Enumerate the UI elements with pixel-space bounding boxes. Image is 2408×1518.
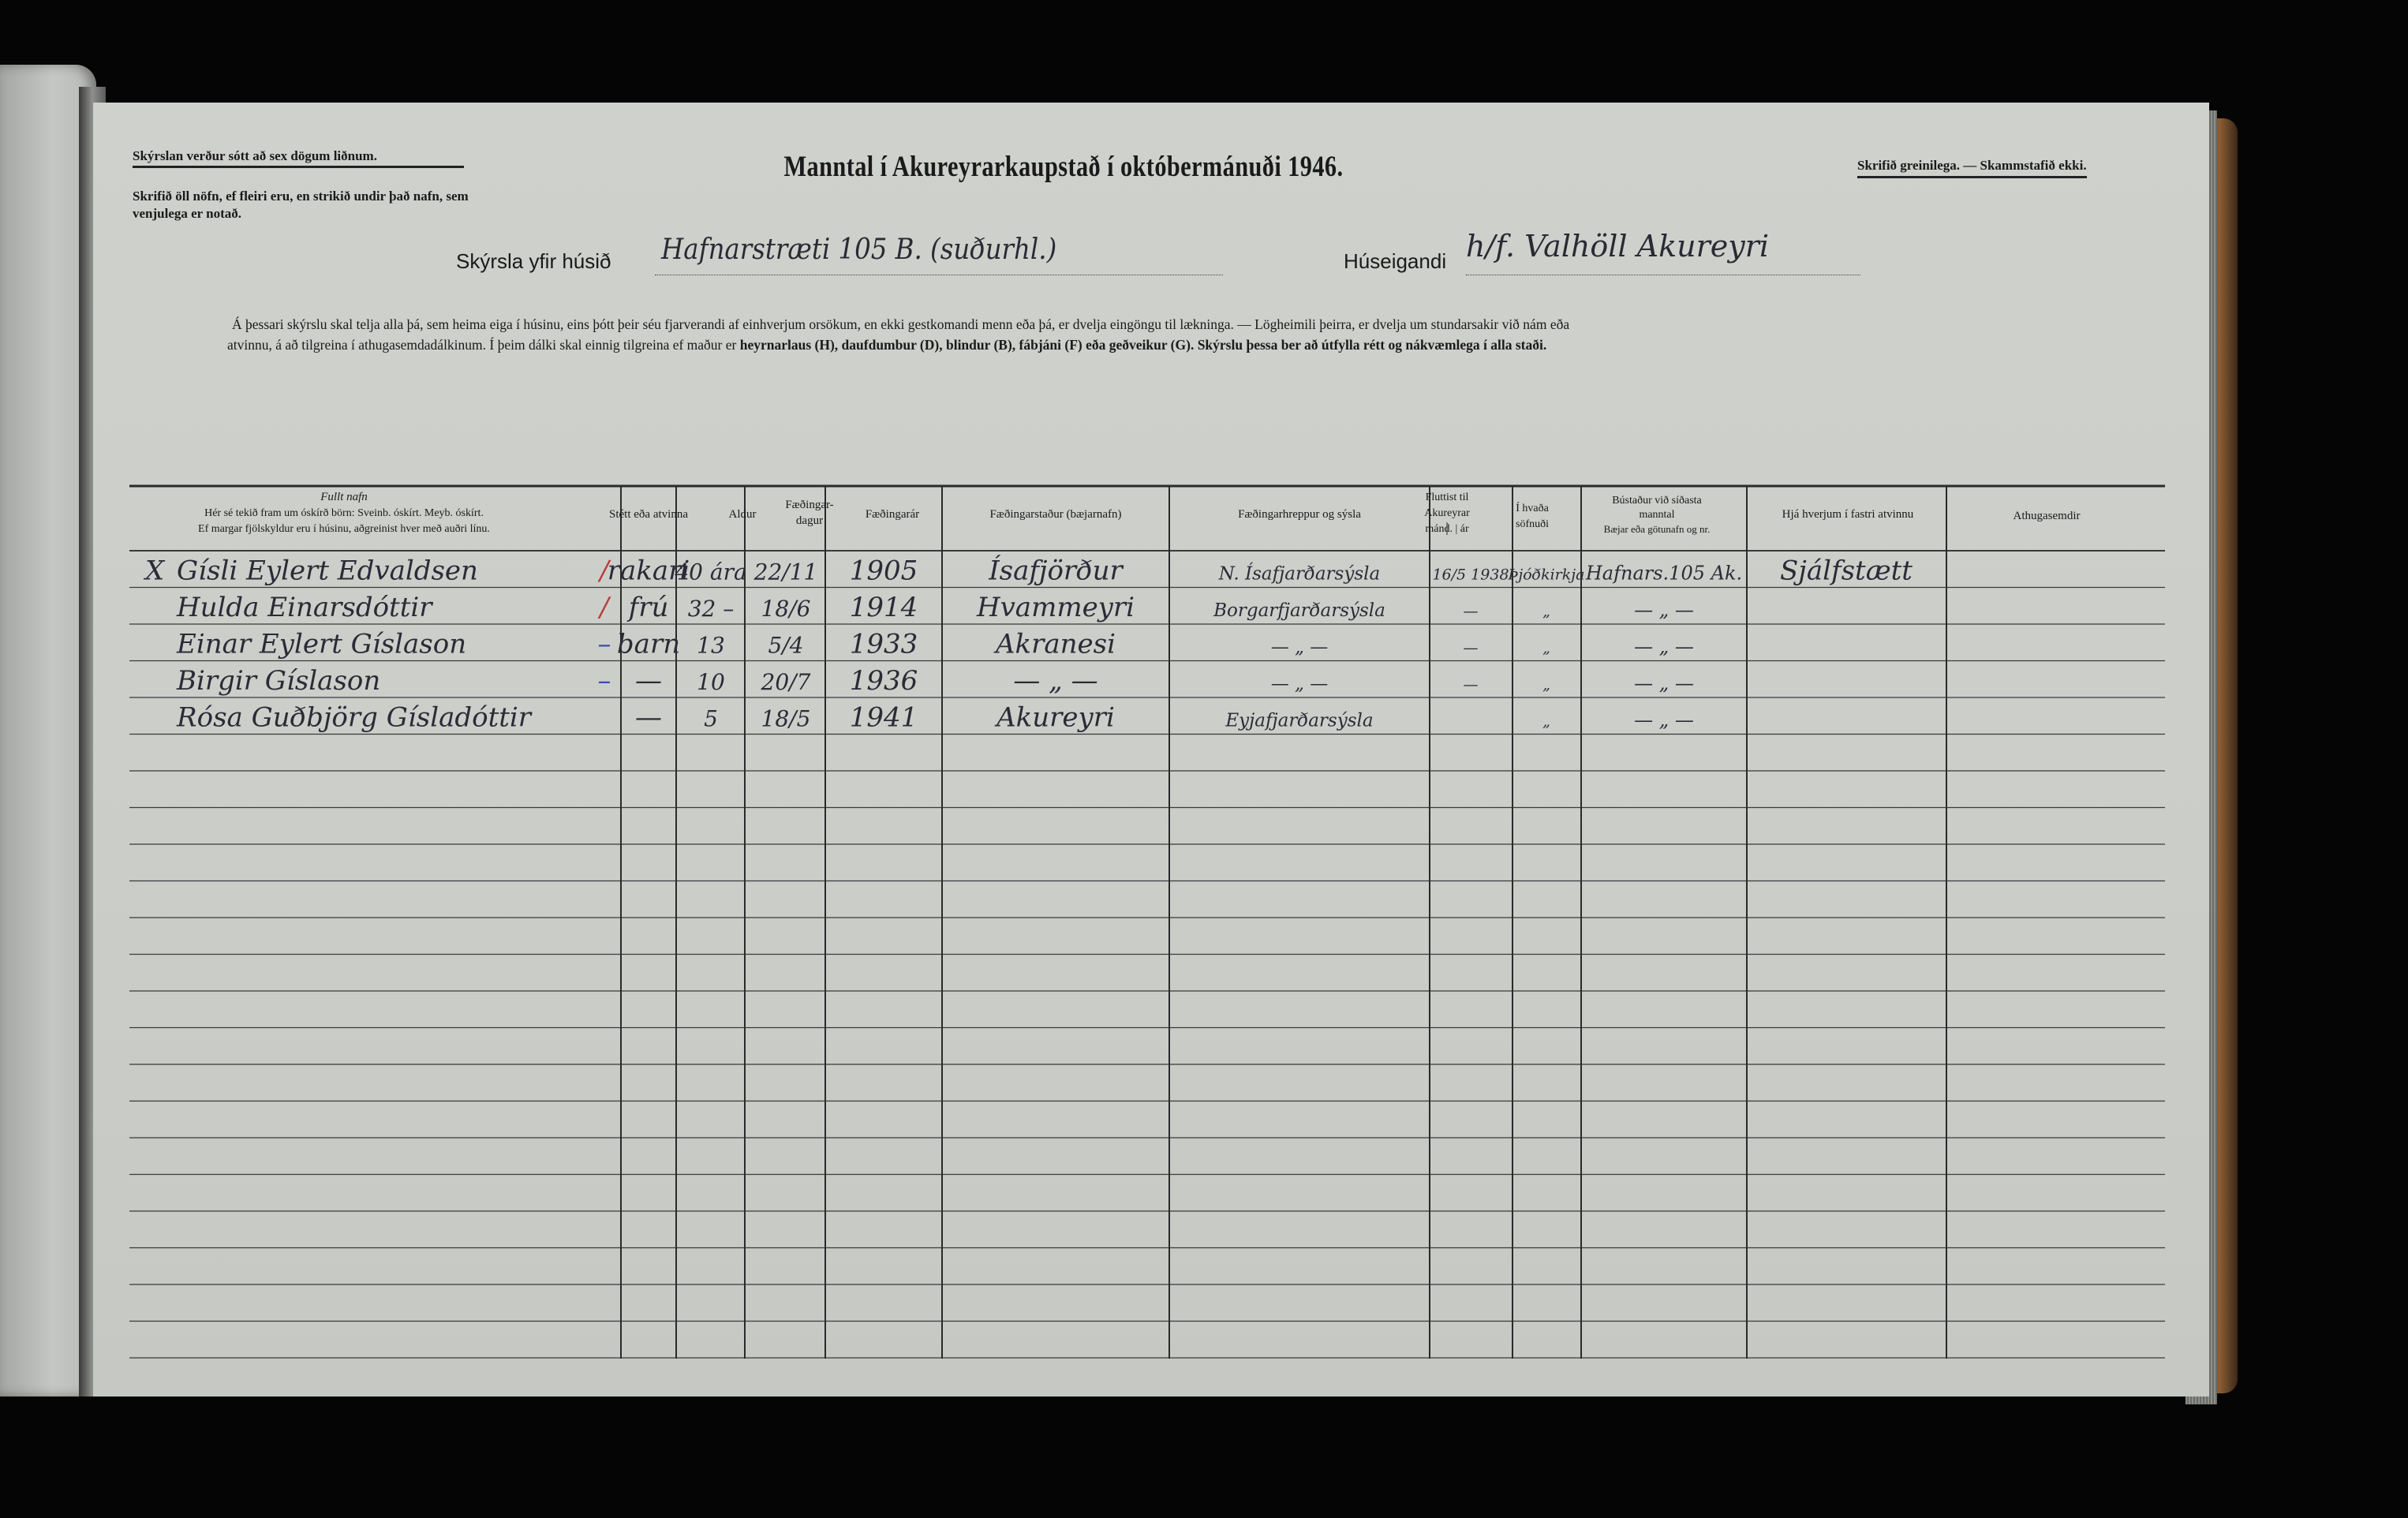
owner-value: h/f. Valhöll Akureyri: [1466, 229, 1770, 264]
header-residence-2: manntal: [1639, 509, 1675, 521]
cell-age: 32 –: [687, 596, 735, 622]
cell-church: „: [1542, 603, 1550, 620]
header-name-sub2: Ef margar fjölskyldur eru í húsinu, aðgreinist hver með auðri línu.: [198, 523, 490, 535]
cell-occupation: rakari: [607, 555, 690, 587]
names-instruction: Skrifið öll nöfn, ef fleiri eru, en strikið undir það nafn, sem venjulega er notað.: [133, 189, 469, 221]
header-birthday-1: Fæðingar-: [785, 499, 834, 511]
handwritten-entries: [143, 555, 1913, 734]
cell-occupation: —: [635, 701, 662, 734]
instructions-line-2a: atvinnu, á að tilgreina í athugasemdadálkinum. Í þeim dálki skal einnig tilgreina ef maður er: [227, 337, 740, 353]
instructions-paragraph: [227, 314, 2181, 355]
cell-occupation: frú: [628, 592, 669, 623]
cell-year: 1936: [849, 665, 918, 697]
header-age: Aldur: [728, 508, 757, 521]
header-name-sub1: Hér sé tekið fram um óskírð börn: Sveinb. óskírt. Meyb. óskírt.: [204, 507, 484, 519]
cell-age: 13: [697, 632, 725, 659]
header-moved-2: Akureyrar: [1424, 507, 1470, 519]
cell-moved: —: [1463, 639, 1479, 657]
cell-tick: /: [600, 592, 609, 623]
owner-label: Húseigandi: [1344, 249, 1447, 273]
cell-year: 1941: [849, 701, 918, 734]
header-birthday-2: dagur: [795, 514, 824, 527]
cell-residence: — „ —: [1634, 599, 1694, 621]
header-parish: Fæðingarhreppur og sýsla: [1238, 508, 1361, 521]
cell-church: „: [1542, 676, 1550, 694]
cell-tick: –: [597, 665, 611, 697]
cell-occupation: barn: [616, 628, 681, 660]
cell-year: 1905: [849, 555, 918, 587]
instructions-line-2: [227, 335, 2181, 355]
cell-place: Akureyri: [996, 701, 1115, 734]
page-title: Manntal í Akureyrarkaupstað í októbermánuði 1946.: [783, 151, 1344, 183]
cell-name: Birgir Gíslason: [177, 665, 381, 697]
cell-parish: Eyjafjarðarsýsla: [1225, 710, 1374, 731]
cell-mark: X: [145, 555, 165, 587]
cell-name: Rósa Guðbjörg Gísladóttir: [177, 701, 532, 734]
header-birthplace: Fæðingarstaður (bæjarnafn): [989, 508, 1122, 521]
cell-birthday: 5/4: [768, 632, 804, 659]
table-row: [176, 702, 1694, 734]
collection-notice: Skýrslan verður sótt að sex dögum liðnum.: [133, 148, 464, 168]
cell-moved: —: [1463, 676, 1479, 694]
cell-moved: 16/5 1938: [1432, 566, 1509, 584]
cell-place: Ísafjörður: [989, 555, 1123, 587]
cell-residence: — „ —: [1634, 709, 1694, 731]
cell-church: „: [1542, 639, 1550, 657]
cell-parish: — „ —: [1270, 637, 1329, 658]
cell-birthday: 22/11: [753, 559, 818, 585]
census-table: [129, 380, 2165, 1374]
header-congregation-2: söfnuði: [1516, 518, 1549, 530]
column-headers: [198, 491, 2080, 535]
header-name-title: Fullt nafn: [320, 491, 368, 503]
cell-year: 1914: [849, 592, 918, 623]
cell-name: Einar Eylert Gíslason: [177, 628, 467, 660]
instructions-line-1: Á þessari skýrslu skal telja alla þá, sem heima eiga í húsinu, eins þótt þeir séu fjarverandi af einhverjum orsökum, en ekki gestkomandi menn eða þá, er dvelja eingöngu til lækninga. — Lögheimili þeirra, er dvelja um stundarsakir við nám eða: [232, 316, 1570, 332]
header-moved-1: Fluttist til: [1425, 492, 1469, 503]
cell-church: „: [1542, 712, 1550, 731]
header-moved-3: mánd. | ár: [1425, 523, 1469, 535]
cell-residence: — „ —: [1634, 672, 1694, 694]
header-congregation-1: Í hvaða: [1516, 503, 1549, 514]
cell-church: Þjóðkirkja: [1508, 566, 1585, 584]
table-row: [143, 555, 1913, 587]
cell-name: Gísli Eylert Edvaldsen: [177, 555, 478, 587]
cell-birthday: 18/6: [761, 596, 811, 622]
cell-occupation: —: [635, 665, 662, 697]
house-label: Skýrsla yfir húsið: [456, 249, 611, 273]
header-birthyear: Fæðingarár: [865, 508, 920, 521]
census-form-page: [93, 103, 2209, 1396]
cell-parish: Borgarfjarðarsýsla: [1213, 600, 1385, 621]
header-remarks: Athugasemdir: [2013, 510, 2081, 522]
table-row: [176, 592, 1694, 623]
cell-birthday: 18/5: [761, 705, 811, 732]
cell-residence: Hafnars.105 Ak.: [1585, 562, 1743, 585]
cell-employer: Sjálfstætt: [1780, 555, 1913, 587]
cell-year: 1933: [849, 628, 918, 660]
cell-age: 40 ára: [675, 559, 747, 585]
house-value: Hafnarstræti 105 B. (suðurhl.): [661, 234, 1057, 266]
header-residence-1: Bústaður við síðasta: [1612, 495, 1702, 507]
cell-moved: —: [1463, 603, 1479, 620]
cell-name: Hulda Einarsdóttir: [177, 592, 432, 623]
cell-tick: –: [597, 628, 611, 660]
cell-residence: — „ —: [1634, 635, 1694, 658]
cell-age: 5: [704, 705, 718, 732]
cell-parish: — „ —: [1270, 674, 1329, 694]
cell-place: Hvammeyri: [976, 592, 1135, 623]
header-residence-3: Bæjar eða götunafn og nr.: [1603, 523, 1711, 535]
table-row: [176, 665, 1694, 697]
cell-age: 10: [697, 669, 725, 695]
instructions-line-2b: heyrnarlaus (H), daufdumbur (D), blindur (B), fábjáni (F) eða geðveikur (G). Skýrslu þessa ber að útfylla rétt og nákvæmlega í alla staði.: [739, 337, 1547, 353]
table-row: [176, 629, 1694, 660]
header-occupation: Stétt eða atvinna: [609, 508, 688, 521]
write-clearly-notice: Skrifið greinilega. — Skammstafið ekki.: [1857, 158, 2087, 178]
cell-birthday: 20/7: [761, 669, 811, 695]
cell-place: — „ —: [1013, 665, 1098, 697]
cell-tick: /: [600, 555, 609, 587]
cell-place: Akranesi: [995, 628, 1116, 660]
ruled-lines: [129, 551, 2165, 1358]
header-employer: Hjá hverjum í fastri atvinnu: [1782, 508, 1914, 521]
cell-parish: N. Ísafjarðarsýsla: [1218, 563, 1381, 585]
